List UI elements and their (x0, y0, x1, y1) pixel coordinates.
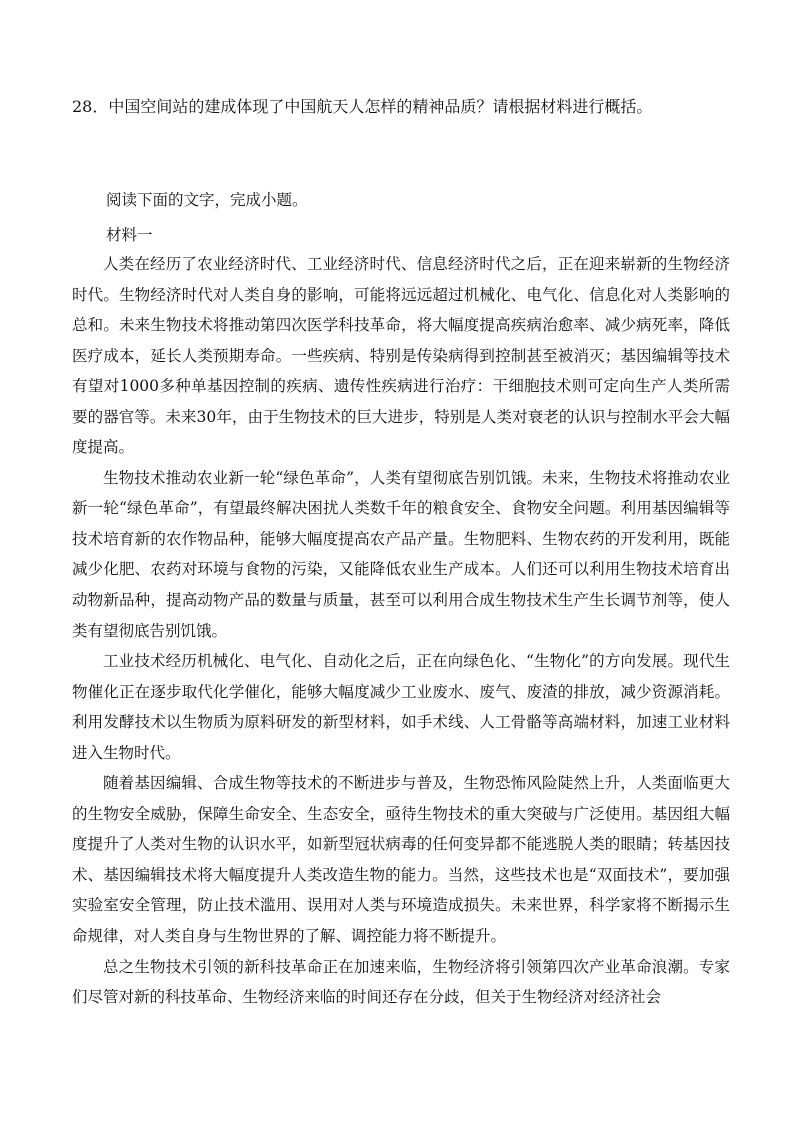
paragraph: 随着基因编辑、合成生物等技术的不断进步与普及，生物恐怖风险陡然上升，人类面临更大的生物安全威胁，保障生命安全、生态安全，亟待生物技术的重大突破与广泛使用。基因组大幅度提升了人类对生物的认识水平，如新型冠状病毒的任何变异都不能逃脱人类的眼睛；转基因技术、基因编辑技术将大幅度提升人类改造生物的能力。当然，这些技术也是“双面技术”，要加强实验室安全管理，防止技术滥用、误用对人类与环境造成损失。未来世界，科学家将不断揭示生命规律，对人类自身与生物世界的了解、调控能力将不断提升。 (72, 774, 730, 946)
question-text: 中国空间站的建成体现了中国航天人怎样的精神品质？请根据材料进行概括。 (108, 97, 653, 116)
paragraph: 生物技术推动农业新一轮“绿色革命”，人类有望彻底告别饥饿。未来，生物技术将推动农业新一轮“绿色革命”，有望最终解决困扰人类数千年的粮食安全、食物安全问题。利用基因编辑等技术培育新的农作物品种，能够大幅度提高农产品产量。生物肥料、生物农药的开发利用，既能减少化肥、农药对环境与食物的污染，又能降低农业生产成本。人们还可以利用生物技术培育出动物新品种，提高动物产品的数量与质量，甚至可以利用合成生物技术生产生长调节剂等，使人类有望彻底告别饥饿。 (72, 468, 730, 640)
question-28 (72, 96, 732, 118)
paragraph: 总之生物技术引领的新科技革命正在加速来临，生物经济将引领第四次产业革命浪潮。专家们尽管对新的科技革命、生物经济来临的时间还存在分歧，但关于生物经济对经济社会 (72, 957, 730, 1007)
paragraph: 人类在经历了农业经济时代、工业经济时代、信息经济时代之后，正在迎来崭新的生物经济时代。生物经济时代对人类自身的影响，可能将远远超过机械化、电气化、信息化对人类影响的总和。未来生物技术将推动第四次医学科技革命，将大幅度提高疾病治愈率、减少病死率，降低医疗成本，延长人类预期寿命。一些疾病、特别是传染病得到控制甚至被消灭；基因编辑等技术有望对1000多种单基因控制的疾病、遗传性疾病进行治疗：干细胞技术则可定向生产人类所需要的器官等。未来30年，由于生物技术的巨大进步，特别是人类对衰老的认识与控制水平会大幅度提高。 (72, 255, 730, 457)
material-label: 材料一 (106, 226, 153, 244)
paragraph: 工业技术经历机械化、电气化、自动化之后，正在向绿色化、“生物化”的方向发展。现代生物催化正在逐步取代化学催化，能够大幅度减少工业废水、废气、废渣的排放，减少资源消耗。利用发酵技术以生物质为原料研发的新型材料，如手术线、人工骨骼等高端材料，加速工业材料进入生物时代。 (72, 652, 730, 762)
question-number: 28． (72, 97, 109, 116)
material-body (72, 249, 730, 1013)
reading-instruction: 阅读下面的文字，完成小题。 (106, 191, 308, 209)
